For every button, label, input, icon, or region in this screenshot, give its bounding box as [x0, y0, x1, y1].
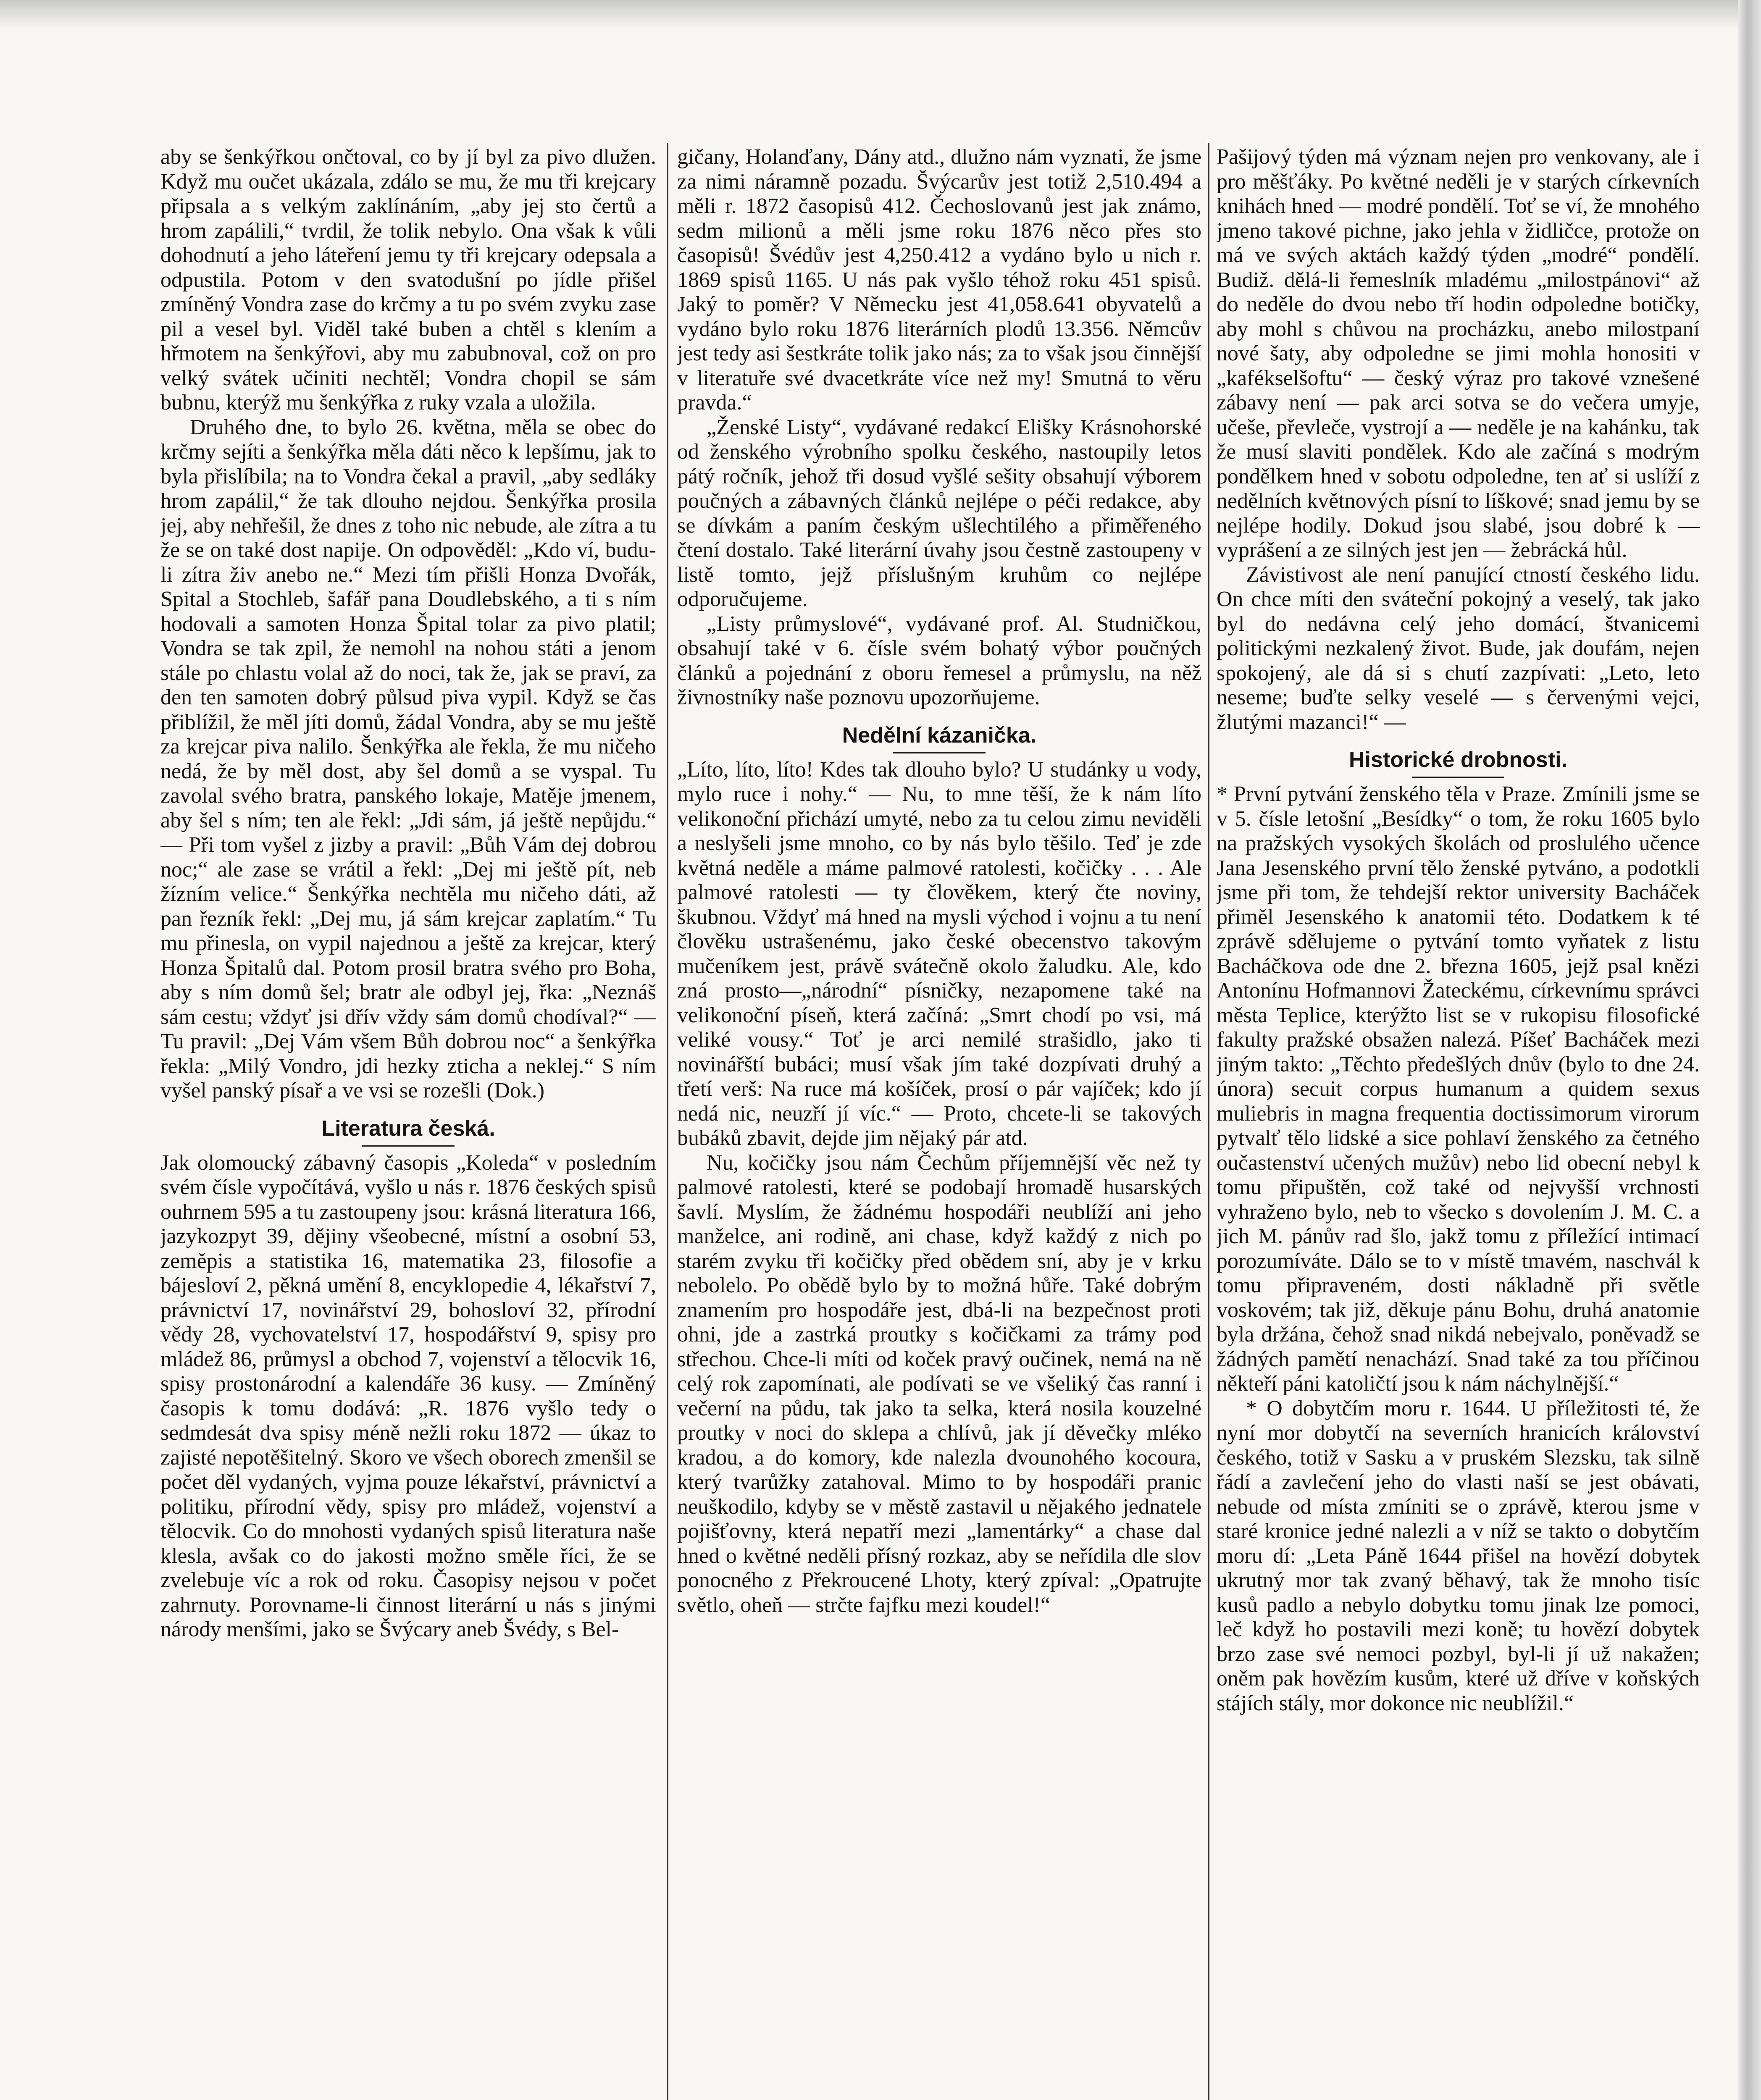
paragraph: * O dobytčím moru r. 1644. U příležitosti té, že nyní mor dobytčí na severních hranicích království českého, totiž v Sasku a v pruském Slezsku, tak silně řádí a zavlečení jeho do vlasti naší se jest obávati, nebude od místa zmíniti se o zprávě, kterou jsme v staré kronice jedné nalezli a v níž se takto o dobytčím moru dí: „Leta Páně 1644 přišel na hovězí dobytek ukrutný mor tak zvaný běhavý, tak že mnoho tisíc kusů padlo a nebylo dobytku tomu jinak lze pomoci, leč když ho postavili mezi koně; tu hovězí dobytek brzo zase své nemoci pozbyl, byl-li jí už nakažen; oněm pak hovězím kusům, které už dříve v koňských stájích stály, mor dokonce nic neublížil.“	[1217, 1396, 1700, 1715]
scan-shadow-top	[0, 0, 1761, 29]
section-heading-drobnosti: Historické drobnosti.	[1217, 747, 1700, 778]
column-divider-2	[1208, 143, 1209, 2100]
scan-edge-right	[1738, 0, 1761, 2100]
paragraph: aby se šenkýřkou ončtoval, co by jí byl za pivo dlužen. Když mu oučet ukázala, zdálo se mu, že mu tři krejcary připsala a s velkým zaklínáním, „aby jej sto čertů a hrom zapálili,“ tvrdil, že tolik nebylo. Ona však k vůli dohodnutí a jeho láteření jemu ty tři krejcary odepsala a odpustila. Potom v den svatodušní po jídle přišel zmíněný Vondra zase do krčmy a tu po svém zvyku zase pil a vesel byl. Viděl také buben a chtěl s klením a hřmotem na šenkýřovi, aby mu zabubnoval, což on pro velký svátek učiniti nechtěl; Vondra chopil se sám bubnu, kterýž mu šenkýřka z ruky vzala a uložila.	[160, 145, 656, 415]
section-heading-literatura: Literatura česká.	[160, 1116, 656, 1147]
column-divider-1	[667, 143, 668, 2100]
paragraph: Jak olomoucký zábavný časopis „Koleda“ v posledním svém čísle vypočítává, vyšlo u nás r. 1876 českých spisů ouhrnem 595 a tu zastoupeny jsou: krásná literatura 166, jazykozpyt 39, dějiny všeobecné, místní a osobní 53, zeměpis a statistika 16, matematika 23, filosofie a bájesloví 2, pěkná umění 8, encyklopedie 4, lékařství 7, právnictví 17, novinářství 29, bohosloví 32, přírodní vědy 28, vychovatelství 17, hospodářství 9, spisy pro mládež 86, průmysl a obchod 7, vojenství a tělocvik 16, spisy prostonárodní a kalendáře 36 kusy. — Zmíněný časopis k tomu dodává: „R. 1876 vyšlo tedy o sedmdesát dva spisy méně nežli roku 1872 — úkaz to zajisté nepotěšitelný. Skoro ve všech oborech zmenšil se počet děl vydaných, vyjma pouze lékařství, právnictví a politiku, přírodní vědy, spisy pro mládež, vojenství a tělocvik. Co do mnohosti vydaných spisů literatura naše klesla, avšak co do jakosti možno směle říci, že se zvelebuje víc a rok od roku. Časopisy nejsou v počet zahrnuty. Porovname-li činnost literární u nás s jinými národy menšími, jako se Švýcary aneb Švédy, s Bel-	[160, 1150, 656, 1641]
paragraph: „Líto, líto, líto! Kdes tak dlouho bylo? U studánky u vody, mylo ruce i nohy.“ — Nu, to mne těší, že k nám líto velikonoční přichází umyté, nebo za tu celou zimu neviděli a neslyšeli jsme mnoho, co by nás bylo těšilo. Teď je zde květná neděle a máme palmové ratolesti, kočičky . . . Ale palmové ratolesti — ty člověkem, který čte noviny, škubnou. Vždyť má hned na mysli východ i vojnu a tu není člověku ustrašenému, jako české obecenstvo takovým mučeníkem jest, právě svátečně okolo žaludku. Ale, kdo zná prosto—„národní“ písničky, nezapomene také na velikonoční píseň, která začíná: „Smrt chodí po vsi, má veliké vousy.“ Toť je arci nemilé strašidlo, jako ti novinářští bubáci; musí však jím také dozpívati druhý a třetí verš: Na ruce má košíček, prosí o pár vajíček; kdo jí nedá nic, neuzří jí víc.“ — Proto, chcete-li se takových bubáků zbavit, dejde jim nějaký pár atd.	[677, 757, 1201, 1150]
paragraph: „Ženské Listy“, vydávané redakcí Elišky Krásnohorské od ženského výrobního spolku českého, nastoupily letos pátý ročník, jehož tři dosud vyšlé sešity obsahují výborem poučných a zábavných článků nejlépe o péči redakce, aby se dívkám a paním českým ušlechtilého a přiměřeného čtení dostalo. Také literární úvahy jsou čestně zastoupeny v listě tomto, jejž příslušným kruhům co nejlépe odporučujeme.	[677, 415, 1201, 611]
paragraph: Druhého dne, to bylo 26. května, měla se obec do krčmy sejíti a šenkýřka měla dáti něco k lepšímu, jak to byla přislíbila; na to Vondra čekal a pravil, „aby sedláky hrom zapálil,“ že tak dlouho nejdou. Šenkýřka prosila jej, aby nehřešil, že dnes z toho nic nebude, ale zítra a tu že se on také dost napije. On odpověděl: „Kdo ví, budu-li zítra živ anebo ne.“ Mezi tím přišli Honza Dvořák, Spital a Stochleb, šafář pana Doudlebského, a ti s ním hodovali a samoten Honza Špital tolar za pivo platil; Vondra se tak zpil, že nemohl na nohou státi a jenom stále po chlastu volal až do noci, tak že, jak se praví, za den ten samoten dobrý půlsud piva vypil. Když se čas přiblížil, že měl jíti domů, žádal Vondra, aby se mu ještě za krejcar piva nalilo. Šenkýřka ale řekla, že mu ničeho nedá, že by měl dost, aby šel domů a se vyspal. Tu zavolal svého bratra, panského lokaje, Matěje jmenem, aby šel s ním; ten ale řekl: „Jdi sám, já ještě nepůjdu.“ — Při tom vyšel z jizby a pravil: „Bůh Vám dej dobrou noc;“ ale zase se vrátil a řekl: „Dej mi ještě pít, neb žízním velice.“ Šenkýřka nechtěla mu ničeho dáti, až pan řezník řekl: „Dej mu, já sám krejcar zaplatím.“ Tu mu přinesla, on vypil najednou a ještě za krejcar, který Honza Špitalů dal. Potom prosil bratra svého pro Boha, aby s ním domů šel; bratr ale odbyl jej, řka: „Neznáš sám cestu; vždyť jsi dřív vždy sám domů chodíval?“ — Tu pravil: „Dej Vám všem Bůh dobrou noc“ a šenkýřka řekla: „Milý Vondro, jdi hezky zticha a neklej.“ S ním vyšel panský písař a ve vsi se rozešli (Dok.)	[160, 415, 656, 1102]
paragraph: Nu, kočičky jsou nám Čechům příjemnější věc než ty palmové ratolesti, které se podobají hromadě husarských šavlí. Myslím, že žádnému hospodáři neublíží ani jeho manželce, ani rodině, ani chase, když každý z nich po starém zvyku tři kočičky před obědem sní, aby je v krku nebolelo. Po obědě bylo by to možná hůře. Také dobrým znamením pro hospodáře jest, dbá-li na bezpečnost proti ohni, jde a zastrká proutky s kočičkami za trámy pod střechou. Chce-li míti od koček pravý oučinek, nemá na ně celý rok zapomínati, ale podívati se ve všeliký čas ranní i večerní na půdu, tak jako ta selka, která nosila kouzelné proutky v noci do sklepa a chlívů, jak jí děvečky mléko kradou, a do komory, kde nalezla dvounohého kocoura, který tvarůžky zatahoval. Mimo to by hospodáři pranic neuškodilo, kdyby se v městě zastavil u nějakého jednatele pojišťovny, která nepatří mezi „lamentárky“ a chase dal hned o květné neděli přísný rozkaz, aby se neřídila dle slov ponocného z Překroucené Lhoty, který zpíval: „Opatrujte světlo, oheň — strčte fajfku mezi koudel!“	[677, 1150, 1201, 1617]
paragraph: „Listy průmyslové“, vydávané prof. Al. Studničkou, obsahují také v 6. čísle svém bohatý výbor poučných článků a pojednání z oboru řemesel a průmyslu, na něž živnostníky naše poznovu upozorňujeme.	[677, 612, 1201, 709]
column-1	[160, 145, 656, 2100]
section-heading-kazanicka: Nedělní kázanička.	[677, 723, 1201, 753]
paragraph: Závistivost ale není panující ctností českého lidu. On chce míti den sváteční pokojný a veselý, tak jako byl do nedávna celý jeho domácí, štvanicemi politickými nezkalený život. Bude, jak doufám, nejen spokojený, ale dá si s chutí zazpívati: „Leto, leto neseme; buďte selky veselé — s červenými vejci, žlutými mazanci!“ —	[1217, 562, 1700, 734]
paragraph: gičany, Holanďany, Dány atd., dlužno nám vyznati, že jsme za nimi náramně pozadu. Švýcarův jest totiž 2,510.494 a měli r. 1872 časopisů 412. Čechoslovanů jest jak známo, sedm milionů a měli jsme roku 1876 něco přes sto časopisů! Švédův jest 4,250.412 a vydáno bylo u nich r. 1869 spisů 1165. U nás pak vyšlo téhož roku 451 spisů. Jaký to poměr? V Německu jest 41,058.641 obyvatelů a vydáno bylo roku 1876 literárních plodů 13.356. Němcův jest tedy asi šestkráte tolik jako nás; za to však jsou činnější v literatuře své dvacetkráte více než my! Smutná to věru pravda.“	[677, 145, 1201, 415]
paragraph: Pašijový týden má význam nejen pro venkovany, ale i pro měšťáky. Po květné neděli je v starých církevních knihách hned — modré pondělí. Toť se ví, že mnohého jmeno takové pichne, jako jehla v židličce, protože on má ve svých aktách každý týden „modré“ pondělí. Budiž. dělá-li řemeslník mladému „milostpánovi“ až do neděle do dvou nebo tří hodin odpoledne botičky, aby mohl s chůvou na procházku, anebo milostpaní nové šaty, aby odpoledne se jimi mohla honositi v „kafékselšoftu“ — český výraz pro takové vznešené zábavy není — pak arci sotva se do večera umyje, učeše, převleče, vystrojí a — neděle je na kahánku, tak že musí slaviti pondělek. Kdo ale začíná s modrým pondělkem hned v sobotu odpoledne, ten ať si uslíží z nedělních květnových písní to líškové; snad jemu by se nejlépe hodily. Dokud jsou slabé, jsou dobré k — vyprášení a ze silných jest jen — žebrácká hůl.	[1217, 145, 1700, 562]
column-3	[1217, 145, 1700, 2100]
paragraph: * První pytvání ženského těla v Praze. Zmínili jsme se v 5. čísle letošní „Besídky“ o tom, že roku 1605 bylo na pražských vysokých školách od proslulého učence Jana Jesenského první tělo ženské pytváno, a podotkli jsme při tom, že tehdejší rektor university Bacháček přiměl Jesenského k anatomii této. Dodatkem k té zprávě sdělujeme o pytvání tomto vyňatek z listu Bacháčkova ode dne 2. března 1605, jejž psal knězi Antonínu Hofmannovi Žateckému, církevnímu správci města Teplice, kterýžto list se v rukopisu filosofické fakulty pražské obsažen nalezá. Píšeť Bacháček mezi jiným takto: „Těchto předešlých dnův (bylo to dne 24. února) secuit corpus humanum a quidem sexus muliebris in magna frequentia doctissimorum virorum pytvalť tělo lidské a sice pohlaví ženského za četného oučastenství učených mužův) nebo lid obecní nebyl k tomu připuštěn, což také od nejvyšší vrchnosti vyhraženo bylo, neb to všecko s dovolením J. M. C. a jich M. pánův rad šlo, jakž tomu z příležící intimací porozumíváte. Dálo se to v místě tmavém, naschvál k tomu připraveném, dosti nákladně při světle voskovém; tak již, děkuje pánu Bohu, druhá anatomie byla držána, čehož snad nikdá nebejvalo, poněvadž se žádných pamětí nenachází. Snad také za tou příčinou někteří páni katoličtí jsou k nám náchylnější.“	[1217, 782, 1700, 1396]
column-2	[677, 145, 1201, 2100]
